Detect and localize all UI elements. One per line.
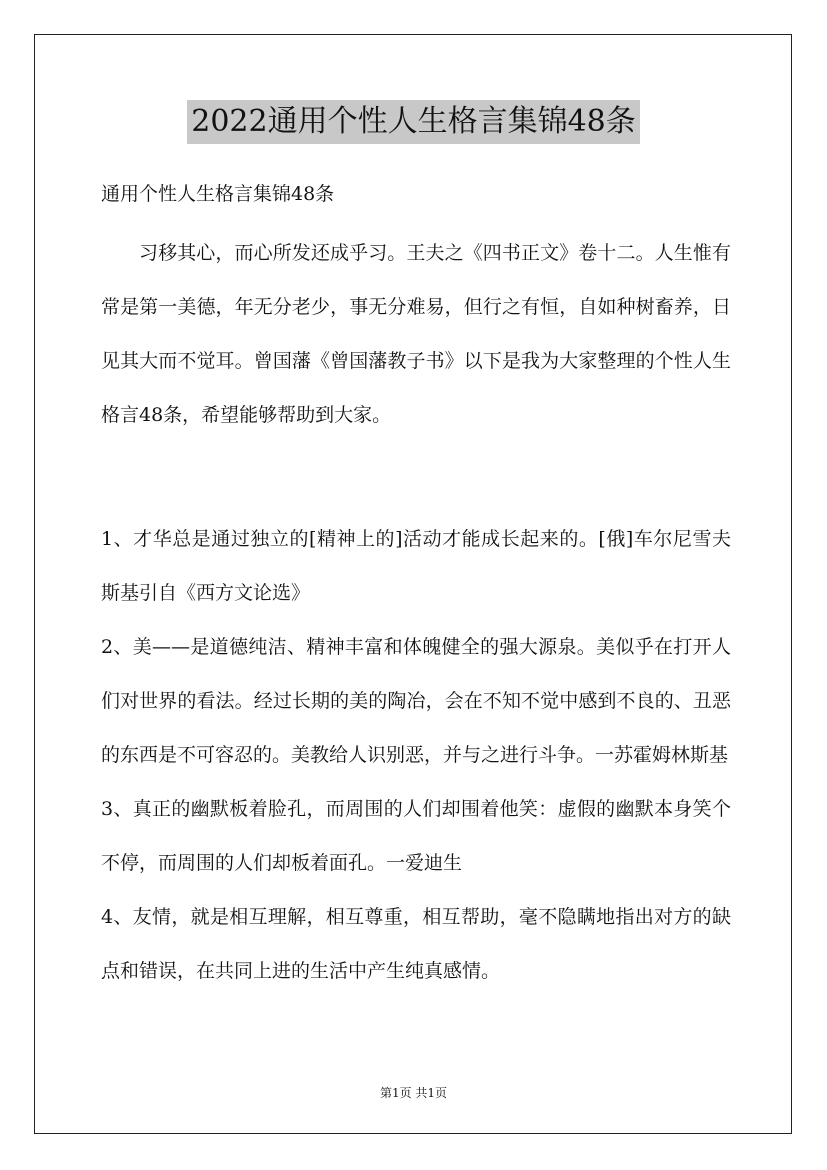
title-container [0, 100, 827, 144]
document-subtitle: 通用个性人生格言集锦48条 [101, 183, 335, 205]
quote-item: 2、美——是道德纯洁、精神丰富和体魄健全的强大源泉。美似乎在打开人们对世界的看法。经过长期的美的陶冶，会在不知不觉中感到不良的、丑恶的东西是不可容忍的。美教给人识别恶，并与之进行斗争。一苏霍姆林斯基 [101, 636, 731, 766]
quote-item: 4、友情，就是相互理解，相互尊重，相互帮助，毫不隐瞒地指出对方的缺点和错误，在共同上进的生活中产生纯真感情。 [101, 906, 731, 982]
quote-item: 3、真正的幽默板着脸孔，而周围的人们却围着他笑：虚假的幽默本身笑个不停，而周围的人们却板着面孔。一爱迪生 [101, 798, 731, 874]
quote-item: 1、才华总是通过独立的[精神上的]活动才能成长起来的。[俄]车尔尼雪夫斯基引自《西方文论选》 [101, 528, 731, 604]
page-footer: 第1页 共1页 [379, 1086, 448, 1100]
document-body [101, 174, 731, 998]
intro-paragraph: 习移其心，而心所发还成乎习。王夫之《四书正文》卷十二。人生惟有常是第一美德，年无分老少，事无分难易，但行之有恒，自如种树畜养，日见其大而不觉耳。曾国藩《曾国藩教子书》以下是我为大家整理的个性人生格言48条，希望能够帮助到大家。 [101, 242, 731, 426]
document-title: 2022通用个性人生格言集锦48条 [187, 100, 640, 144]
quote-list [101, 512, 731, 998]
